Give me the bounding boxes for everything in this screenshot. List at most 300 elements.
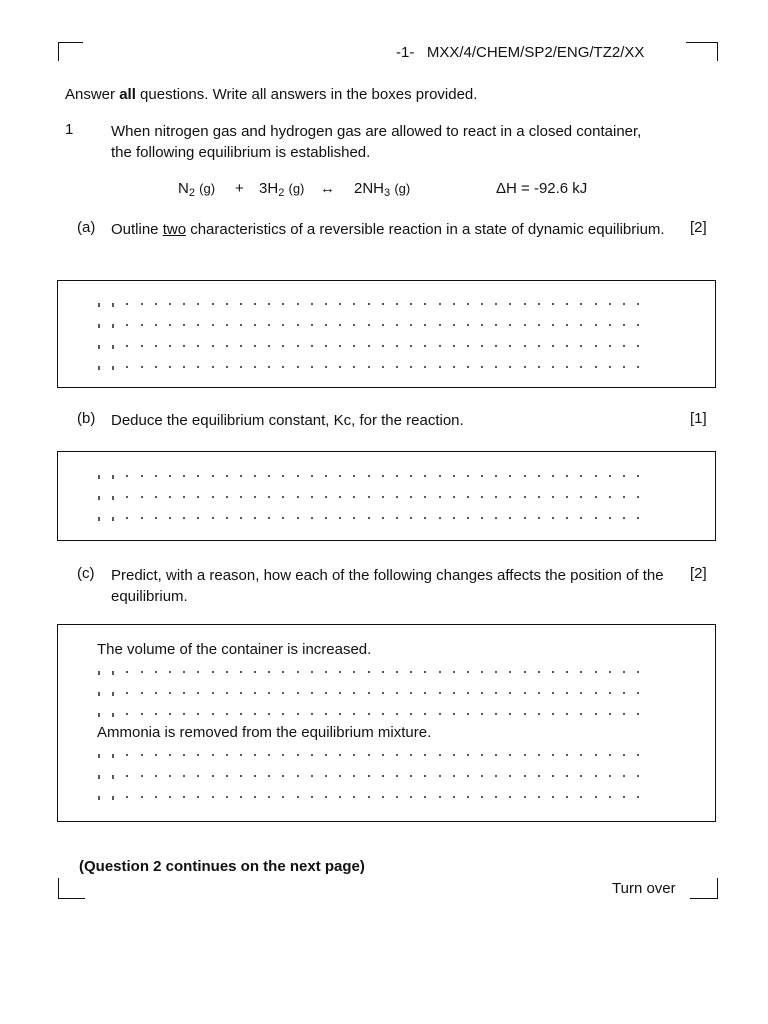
dot [254, 517, 256, 519]
dot [282, 692, 284, 694]
dot [509, 475, 511, 477]
dot [254, 671, 256, 673]
dot [609, 775, 611, 777]
dot [353, 775, 355, 777]
dot [353, 303, 355, 305]
dot [580, 475, 582, 477]
dot [410, 671, 412, 673]
dot [126, 366, 128, 368]
dot [623, 754, 625, 756]
dot [566, 754, 568, 756]
dot [155, 496, 157, 498]
part-c-prompt-volume: The volume of the container is increased. [97, 641, 372, 658]
dot [481, 475, 483, 477]
dot [282, 754, 284, 756]
dot [268, 517, 270, 519]
dot [637, 303, 639, 305]
dot [297, 671, 299, 673]
dot [524, 475, 526, 477]
part-c-text: Predict, with a reason, how each of the following changes affects the position of the equilibrium. [111, 567, 664, 605]
dot [126, 475, 128, 477]
dot [254, 754, 256, 756]
dot [481, 496, 483, 498]
dot [595, 692, 597, 694]
dot [254, 345, 256, 347]
dot [240, 671, 242, 673]
dot [240, 692, 242, 694]
dot [552, 517, 554, 519]
continuation-note: (Question 2 continues on the next page) [79, 858, 365, 875]
dot [552, 496, 554, 498]
dot [595, 671, 597, 673]
dot [566, 517, 568, 519]
dot [254, 366, 256, 368]
dot [439, 713, 441, 715]
page-corner-top-right [686, 42, 718, 61]
dot [580, 692, 582, 694]
dot [112, 777, 114, 779]
dot [439, 775, 441, 777]
dot [609, 517, 611, 519]
equation-product-nh3 [354, 180, 410, 199]
dot [353, 475, 355, 477]
dot [609, 475, 611, 477]
dot [637, 345, 639, 347]
dot [311, 692, 313, 694]
dot [481, 754, 483, 756]
dot [396, 775, 398, 777]
dot [155, 303, 157, 305]
dot [595, 754, 597, 756]
part-a-marks: [2] [690, 219, 707, 236]
dot [595, 496, 597, 498]
dot [524, 754, 526, 756]
dot [580, 754, 582, 756]
dot [268, 475, 270, 477]
answer-line[interactable] [98, 303, 664, 311]
dot [538, 713, 540, 715]
dot [353, 671, 355, 673]
dot [552, 796, 554, 798]
dot [112, 519, 114, 521]
dot [623, 345, 625, 347]
dot [453, 796, 455, 798]
dot [410, 796, 412, 798]
dot [212, 475, 214, 477]
dot [637, 366, 639, 368]
dot [467, 345, 469, 347]
dot [254, 303, 256, 305]
dot [297, 775, 299, 777]
dot [580, 713, 582, 715]
dot [183, 324, 185, 326]
dot [197, 754, 199, 756]
dot [439, 345, 441, 347]
dot [623, 475, 625, 477]
dot [98, 673, 100, 675]
dot [580, 671, 582, 673]
answer-line[interactable] [98, 671, 664, 679]
h2-subscript: 2 [278, 187, 285, 199]
dot [240, 345, 242, 347]
dot [254, 775, 256, 777]
dot [240, 713, 242, 715]
dot [311, 754, 313, 756]
dot [226, 775, 228, 777]
dot [396, 713, 398, 715]
dot [141, 475, 143, 477]
dot [538, 796, 540, 798]
dot [509, 775, 511, 777]
dot [637, 324, 639, 326]
equation-reactant-n2 [178, 180, 215, 199]
part-b-label: (b) [77, 410, 96, 427]
dot [566, 692, 568, 694]
dot [637, 517, 639, 519]
dot [282, 366, 284, 368]
dot [609, 713, 611, 715]
n2-state: (g) [199, 181, 216, 196]
dot [609, 345, 611, 347]
dot [609, 796, 611, 798]
dot [566, 475, 568, 477]
dot [467, 713, 469, 715]
dot [282, 775, 284, 777]
dot [509, 517, 511, 519]
dot [325, 692, 327, 694]
dot [183, 754, 185, 756]
dot [282, 671, 284, 673]
dot [566, 345, 568, 347]
dot [424, 692, 426, 694]
dot [595, 475, 597, 477]
dot [396, 754, 398, 756]
dot [467, 475, 469, 477]
dot [112, 305, 114, 307]
dot [410, 517, 412, 519]
dot [325, 475, 327, 477]
dot [467, 692, 469, 694]
dot [240, 496, 242, 498]
dot [424, 366, 426, 368]
dot [424, 324, 426, 326]
dot [155, 692, 157, 694]
dot [382, 366, 384, 368]
answer-line[interactable] [98, 754, 664, 762]
dot [509, 671, 511, 673]
answer-line[interactable] [98, 713, 664, 721]
dot [297, 796, 299, 798]
dot [580, 775, 582, 777]
dot [453, 345, 455, 347]
nh3-subscript: 3 [384, 187, 391, 199]
dot [183, 692, 185, 694]
dot [254, 475, 256, 477]
answer-line[interactable] [98, 796, 664, 804]
dot [410, 692, 412, 694]
dot [396, 303, 398, 305]
dot [254, 496, 256, 498]
dot [254, 692, 256, 694]
dot [297, 475, 299, 477]
dot [297, 713, 299, 715]
dot [126, 692, 128, 694]
dot [240, 303, 242, 305]
dot [155, 671, 157, 673]
answer-line[interactable] [98, 775, 664, 783]
part-c-prompt-ammonia: Ammonia is removed from the equilibrium mixture. [97, 724, 432, 741]
dot [141, 303, 143, 305]
enthalpy-change: ΔH = -92.6 kJ [496, 180, 588, 197]
dot [155, 796, 157, 798]
dot [212, 324, 214, 326]
dot [368, 324, 370, 326]
dot [339, 692, 341, 694]
dot [495, 303, 497, 305]
dot [353, 366, 355, 368]
dot [410, 475, 412, 477]
dot [311, 324, 313, 326]
dot [453, 671, 455, 673]
dot [637, 775, 639, 777]
dot [368, 366, 370, 368]
dot [353, 754, 355, 756]
instructions-before: Answer [65, 86, 120, 103]
dot [538, 775, 540, 777]
dot [311, 713, 313, 715]
dot [580, 366, 582, 368]
dot [325, 496, 327, 498]
dot [98, 305, 100, 307]
dot [509, 754, 511, 756]
dot [240, 324, 242, 326]
dot [524, 517, 526, 519]
dot [226, 692, 228, 694]
dot [169, 713, 171, 715]
dot [552, 475, 554, 477]
page-corner-top-left [58, 42, 83, 61]
dot [552, 324, 554, 326]
dot [155, 713, 157, 715]
dot [538, 324, 540, 326]
dot [453, 754, 455, 756]
dot [453, 517, 455, 519]
dot [268, 366, 270, 368]
dot [311, 517, 313, 519]
dot [481, 671, 483, 673]
dot [580, 324, 582, 326]
dot [481, 713, 483, 715]
dot [410, 345, 412, 347]
instructions-bold: all [119, 86, 136, 103]
dot [524, 671, 526, 673]
dot [183, 713, 185, 715]
dot [382, 496, 384, 498]
dot [226, 713, 228, 715]
dot [339, 775, 341, 777]
dot [311, 496, 313, 498]
dot [538, 517, 540, 519]
dot [325, 713, 327, 715]
dot [538, 345, 540, 347]
dot [566, 366, 568, 368]
dot [240, 366, 242, 368]
dot [396, 496, 398, 498]
dot [623, 303, 625, 305]
dot [325, 345, 327, 347]
dot [623, 796, 625, 798]
dot [439, 496, 441, 498]
dot [623, 324, 625, 326]
dot [112, 715, 114, 717]
dot [197, 692, 199, 694]
dot [155, 475, 157, 477]
dot [552, 775, 554, 777]
dot [609, 366, 611, 368]
dot [226, 671, 228, 673]
dot [282, 517, 284, 519]
answer-line[interactable] [98, 496, 664, 504]
dot [126, 713, 128, 715]
dot [595, 517, 597, 519]
dot [226, 796, 228, 798]
dot [410, 303, 412, 305]
dot [268, 345, 270, 347]
dot [226, 517, 228, 519]
dot [424, 496, 426, 498]
dot [183, 496, 185, 498]
answer-line[interactable] [98, 475, 664, 483]
equilibrium-arrow-icon: ↔ [320, 180, 335, 197]
dot [623, 775, 625, 777]
answer-line[interactable] [98, 345, 664, 353]
dot [453, 713, 455, 715]
dot [126, 303, 128, 305]
dot [580, 517, 582, 519]
dot [155, 324, 157, 326]
dot [226, 475, 228, 477]
dot [226, 496, 228, 498]
nh3-base: 2NH [354, 180, 385, 197]
dot [595, 775, 597, 777]
dot [254, 324, 256, 326]
dot [566, 713, 568, 715]
dot [112, 347, 114, 349]
dot [410, 324, 412, 326]
dot [424, 303, 426, 305]
dot [98, 694, 100, 696]
dot [353, 345, 355, 347]
dot [396, 796, 398, 798]
n2-base: N [178, 180, 189, 197]
dot [339, 496, 341, 498]
dot [623, 713, 625, 715]
dot [268, 692, 270, 694]
dot [311, 475, 313, 477]
dot [481, 366, 483, 368]
dot [538, 692, 540, 694]
dot [637, 796, 639, 798]
dot [368, 713, 370, 715]
dot [424, 671, 426, 673]
dot [481, 517, 483, 519]
dot [98, 519, 100, 521]
dot [524, 496, 526, 498]
dot [453, 475, 455, 477]
dot [467, 496, 469, 498]
dot [339, 754, 341, 756]
equation-reactant-h2 [259, 180, 304, 199]
dot [637, 713, 639, 715]
answer-line[interactable] [98, 692, 664, 700]
dot [368, 345, 370, 347]
dot [325, 775, 327, 777]
dot [169, 517, 171, 519]
dot [424, 475, 426, 477]
dot [524, 775, 526, 777]
h2-base: 3H [259, 180, 279, 197]
dot [297, 692, 299, 694]
dot [353, 713, 355, 715]
dot [169, 366, 171, 368]
dot [169, 796, 171, 798]
dot [396, 692, 398, 694]
dot [481, 692, 483, 694]
answer-line[interactable] [98, 324, 664, 332]
dot [396, 366, 398, 368]
dot [424, 754, 426, 756]
dot [552, 713, 554, 715]
dot [141, 671, 143, 673]
dot [268, 775, 270, 777]
dot [509, 496, 511, 498]
dot [197, 713, 199, 715]
dot [183, 517, 185, 519]
page-corner-bottom-right [690, 878, 718, 899]
dot [183, 366, 185, 368]
dot [396, 475, 398, 477]
dot [268, 671, 270, 673]
question-stem: When nitrogen gas and hydrogen gas are allowed to react in a closed container, the following equilibrium is established. [111, 123, 642, 161]
answer-line[interactable] [98, 517, 664, 525]
dot [637, 475, 639, 477]
dot [197, 517, 199, 519]
dot [311, 796, 313, 798]
dot [311, 366, 313, 368]
dot [98, 368, 100, 370]
dot [141, 796, 143, 798]
dot [254, 796, 256, 798]
dot [226, 324, 228, 326]
dot [609, 496, 611, 498]
dot [197, 475, 199, 477]
dot [155, 754, 157, 756]
h2-state: (g) [288, 181, 305, 196]
dot [495, 517, 497, 519]
exam-instructions [65, 86, 477, 103]
dot [439, 754, 441, 756]
answer-line[interactable] [98, 366, 664, 374]
turn-over-label: Turn over [612, 880, 676, 897]
question-number: 1 [65, 121, 74, 138]
dot [467, 754, 469, 756]
dot [368, 796, 370, 798]
dot [453, 324, 455, 326]
dot [339, 517, 341, 519]
dot [126, 517, 128, 519]
dot [524, 366, 526, 368]
dot [268, 713, 270, 715]
